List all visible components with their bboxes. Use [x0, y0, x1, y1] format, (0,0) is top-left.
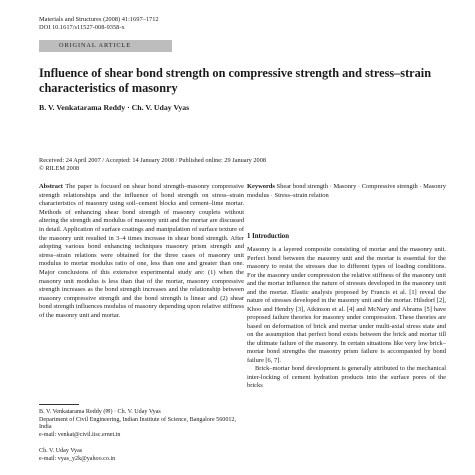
abstract-text: The paper is focused on shear bond strength–masonry compressive strength relationships and the influence of bond strength on stress–strain characteristics of masonry using soil–cement blocks and cement–lime mortar. Methods of enhancing shear bond strength of masonry couplets without altering the strength and modulus of masonry unit and the mortar are discussed in detail. Application of surface coatings and manipulation of surface texture of the masonry unit resulted in 3–4 times increase in shear bond strength. After adopting various bond enhancing techniques masonry prism strength and stress–strain relations were obtained for the three cases of masonry unit modulus to mortar modulus ratio of one, less than one and greater than one. Major conclusions of this extensive experimental study are: (1) when the masonry unit modulus is less than that of the mortar, masonry compressive strength increases as the bond strength increases and the relationship between masonry compressive strength and the bond strength is linear and (2) shear bond strength influences modulus of masonry depending upon relative stiffness of the masonry unit and mortar.	[39, 183, 244, 319]
author-affiliations	[39, 409, 244, 463]
affiliation-email: e-mail: venkat@civil.iisc.ernet.in	[39, 431, 121, 438]
intro-paragraph: Brick–mortar bond development is generally attributed to the mechanical inter-locking of cement hydration products into the surface pores of the bricks	[247, 365, 446, 389]
affiliation-department: Department of Civil Engineering, Indian Institute of Science, Bangalore 560012, India	[39, 416, 236, 431]
copyright: © RILEM 2008	[39, 164, 80, 172]
abstract-label: Abstract	[39, 183, 63, 190]
keywords	[247, 183, 446, 200]
introduction-body	[247, 246, 446, 391]
author-list: B. V. Venkatarama Reddy · Ch. V. Uday Vyas	[39, 103, 190, 112]
keywords-text: Shear bond strength · Masonry · Compressive strength · Masonry modulus · Stress–strain relation	[247, 183, 446, 199]
journal-header	[39, 16, 159, 33]
abstract	[39, 183, 244, 321]
paper-title: Influence of shear bond strength on compressive strength and stress–strain characteristics of masonry	[39, 66, 432, 95]
journal-citation: Materials and Structures (2008) 41:1697–1712	[39, 16, 159, 23]
keywords-label: Keywords	[247, 183, 275, 190]
intro-paragraph: Masonry is a layered composite consisting of mortar and the masonry unit. Perfect bond between the masonry unit and the mortar is essential for the masonry to resist the stresses due to different types of loading conditions. For the masonry under compression the relative stiffness of the masonry unit and the mortar influence the nature of stresses developed in the masonry unit and the mortar. Elastic analysis proposed by Francis et al. [1] reveal the nature of stresses developed in the masonry unit and the mortar. Hilsdorf [2], Khoo and Hendry [3], Atkinson et al. [4] and McNary and Abrams [5] have proposed failure theories for masonry under compression. These theories are based on deformation of brick and mortar under multi-axial stress state and on the assumption that perfect bond exists between the brick and mortar till the ultimate failure of the masonry. In certain situations like very low brick–mortar bond strengths the masonry prism failure is accompanied by bond failure [6, 7].	[247, 246, 446, 364]
history-dates: Received: 24 April 2007 / Accepted: 14 January 2008 / Published online: 29 January 2008	[39, 157, 266, 164]
affiliation-authors: B. V. Venkatarama Reddy (✉) · Ch. V. Uday Vyas	[39, 409, 161, 415]
article-type-banner: ORIGINAL ARTICLE	[39, 40, 172, 52]
footnote-divider	[39, 404, 79, 405]
affiliation-gap	[39, 439, 244, 448]
doi: DOI 10.1617/s11527-008-9358-x	[39, 24, 125, 32]
affiliation-author2: Ch. V. Uday Vyas	[39, 447, 83, 454]
publication-history	[39, 157, 449, 173]
section-heading: 1 Introduction	[247, 233, 289, 240]
affiliation-email2: e-mail: vyas_y2k@yahoo.co.in	[39, 455, 116, 462]
